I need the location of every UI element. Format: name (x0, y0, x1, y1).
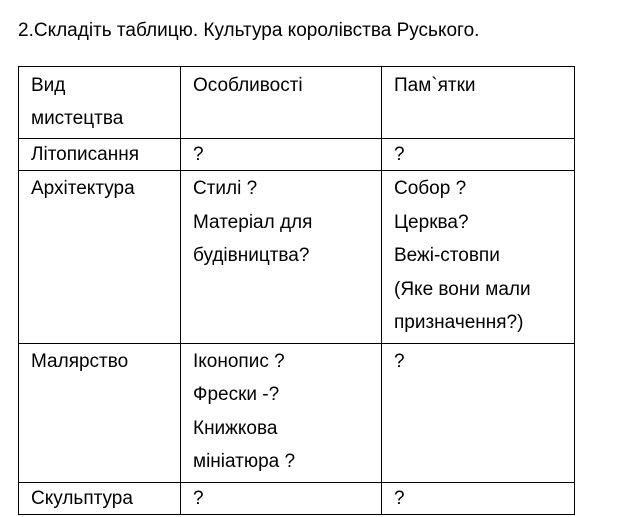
cell-line: Літописання (31, 144, 139, 165)
cell-features (181, 139, 382, 171)
table-header-row (19, 67, 575, 139)
cell-line: Собор ? (394, 178, 467, 199)
cell-line: Вежі-стовпи (394, 245, 500, 266)
cell-monuments (382, 139, 575, 171)
cell-features (181, 482, 382, 514)
cell-line: ? (394, 144, 405, 165)
header-art-type-line: мистецтва (31, 108, 124, 129)
header-art-type (19, 67, 181, 139)
cell-features (181, 343, 382, 482)
cell-line: Церква? (394, 211, 469, 233)
cell-art-type (19, 482, 181, 514)
cell-line: Архітектура (31, 178, 135, 199)
cell-line: Скульптура (31, 487, 133, 509)
cell-features (181, 171, 382, 344)
table-row-sculpture (19, 482, 575, 514)
cell-line: Матеріал для (193, 211, 313, 233)
culture-table (18, 66, 575, 515)
task-heading: 2.Складіть таблицю. Культура королівства Руського. (18, 20, 480, 41)
header-art-type-line: Вид (31, 75, 66, 96)
cell-monuments (382, 343, 575, 482)
cell-monuments (382, 482, 575, 514)
table-row-chronicles (19, 139, 575, 171)
cell-art-type (19, 171, 181, 344)
cell-line: ? (394, 487, 405, 509)
cell-line: Стилі ? (193, 178, 258, 199)
cell-art-type (19, 139, 181, 171)
cell-line: будівництва? (193, 245, 310, 266)
header-monuments-line: Пам`ятки (394, 75, 476, 96)
cell-line: (Яке вони мали (394, 278, 531, 300)
table-row-architecture (19, 171, 575, 344)
table-row-painting (19, 343, 575, 482)
header-features (181, 67, 382, 139)
cell-line: Малярство (31, 350, 129, 372)
cell-monuments (382, 171, 575, 344)
cell-art-type (19, 343, 181, 482)
cell-line: мініатюра ? (193, 451, 296, 472)
cell-line: Книжкова (193, 417, 278, 439)
cell-line: призначення?) (394, 312, 524, 333)
cell-line: Іконопис ? (193, 350, 285, 372)
header-monuments (382, 67, 575, 139)
cell-line: ? (193, 487, 204, 509)
header-features-line: Особливості (193, 75, 303, 96)
cell-line: ? (193, 144, 204, 165)
cell-line: ? (394, 350, 405, 372)
cell-line: Фрески -? (193, 384, 280, 405)
